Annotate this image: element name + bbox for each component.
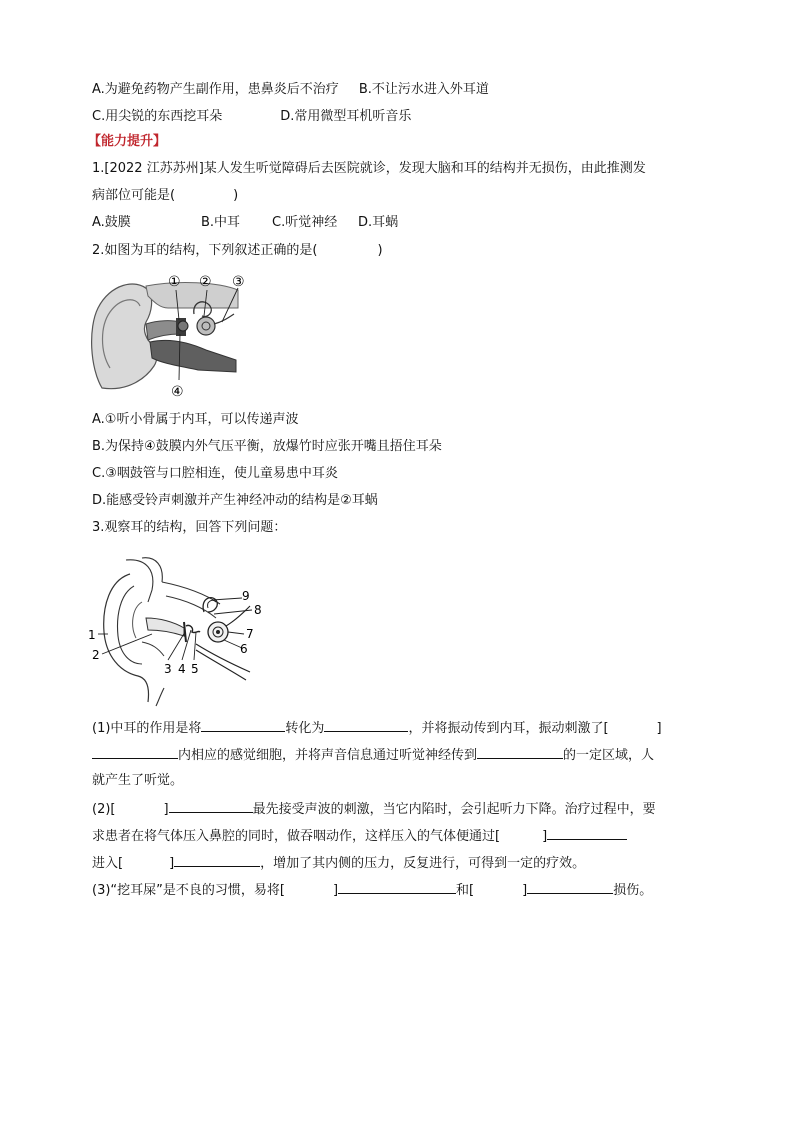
answer-blank[interactable] (174, 852, 260, 867)
q3-part1-line-1: (1)中耳的作用是将 转化为 ，并将振动传到内耳，振动刺激了[ ] (92, 717, 662, 739)
fig2-label-1: 1 (88, 628, 96, 642)
q3-part3-line-1: (3)“挖耳屎”是不良的习惯，易将[ ] 和[ ] 损伤。 (92, 879, 652, 901)
answer-blank[interactable] (338, 879, 456, 894)
answer-blank[interactable] (477, 744, 563, 759)
ear-structure-figure-2 (86, 556, 266, 708)
prev-option-b: B.不让污水进入外耳道 (358, 82, 489, 97)
section-title: 【能力提升】 (88, 134, 167, 149)
answer-blank[interactable] (169, 798, 253, 813)
fig2-label-9: 9 (242, 589, 250, 603)
ear-structure-figure-1 (88, 268, 260, 402)
fig1-label-1: ① (168, 274, 181, 290)
prev-options-line-2 (92, 107, 411, 127)
q2-stem: 2.如图为耳的结构，下列叙述正确的是( ) (92, 243, 383, 258)
fig1-label-2: ② (199, 274, 212, 290)
fig2-label-4: 4 (178, 662, 186, 676)
q1-stem-line-2: 病部位可能是( ) (92, 188, 239, 203)
q3-part2-line-2: 求患者在将气体压入鼻腔的同时，做吞咽动作，这样压入的气体便通过[ ] (92, 825, 627, 847)
q1-option-c: C.听觉神经 (272, 215, 338, 230)
fig2-label-3: 3 (164, 662, 172, 676)
answer-blank[interactable] (527, 879, 613, 894)
q2-option-b: B.为保持④鼓膜内外气压平衡，放爆竹时应张开嘴且捂住耳朵 (92, 439, 442, 454)
fig1-label-3: ③ (232, 274, 245, 290)
q3-part2-line-3: 进入[ ] ，增加了其内侧的压力，反复进行，可得到一定的疗效。 (92, 852, 585, 874)
prev-option-c: C.用尖锐的东西挖耳朵 (92, 109, 223, 124)
fig2-label-6: 6 (240, 642, 248, 656)
fig2-label-7: 7 (246, 627, 254, 641)
q3-part2-line-1: (2)[ ] 最先接受声波的刺激，当它内陷时，会引起听力下降。治疗过程中，要 (92, 798, 656, 820)
q1-stem-line-1: 1.[2022 江苏苏州]某人发生听觉障碍后去医院就诊，发现大脑和耳的结构并无损伤，由此推测发 (92, 161, 646, 176)
q1-option-b: B.中耳 (201, 215, 241, 230)
fig1-label-4: ④ (171, 384, 184, 400)
answer-blank[interactable] (201, 717, 285, 732)
q3-part1-line-2: 内相应的感觉细胞，并将声音信息通过听觉神经传到 的一定区域，人 (92, 744, 654, 766)
q2-option-a: A.①听小骨属于内耳，可以传递声波 (92, 412, 299, 427)
answer-blank[interactable] (324, 717, 408, 732)
q1-option-a: A.鼓膜 (92, 215, 131, 230)
q3-part1-line-3: 就产生了听觉。 (92, 773, 184, 788)
q3-stem: 3.观察耳的结构，回答下列问题： (92, 520, 287, 535)
q2-option-c: C.③咽鼓管与口腔相连，使儿童易患中耳炎 (92, 466, 338, 481)
q1-options (92, 213, 398, 233)
fig2-label-5: 5 (191, 662, 199, 676)
q1-option-d: D.耳蜗 (358, 215, 399, 230)
answer-blank[interactable] (547, 825, 627, 840)
fig2-label-8: 8 (254, 603, 262, 617)
q2-option-d: D.能感受铃声刺激并产生神经冲动的结构是②耳蜗 (92, 493, 378, 508)
prev-option-a: A.为避免药物产生副作用，患鼻炎后不治疗 (92, 82, 339, 97)
fig2-label-2: 2 (92, 648, 100, 662)
answer-blank[interactable] (92, 744, 178, 759)
prev-options-line-1 (92, 80, 489, 100)
prev-option-d: D.常用微型耳机听音乐 (280, 109, 412, 124)
